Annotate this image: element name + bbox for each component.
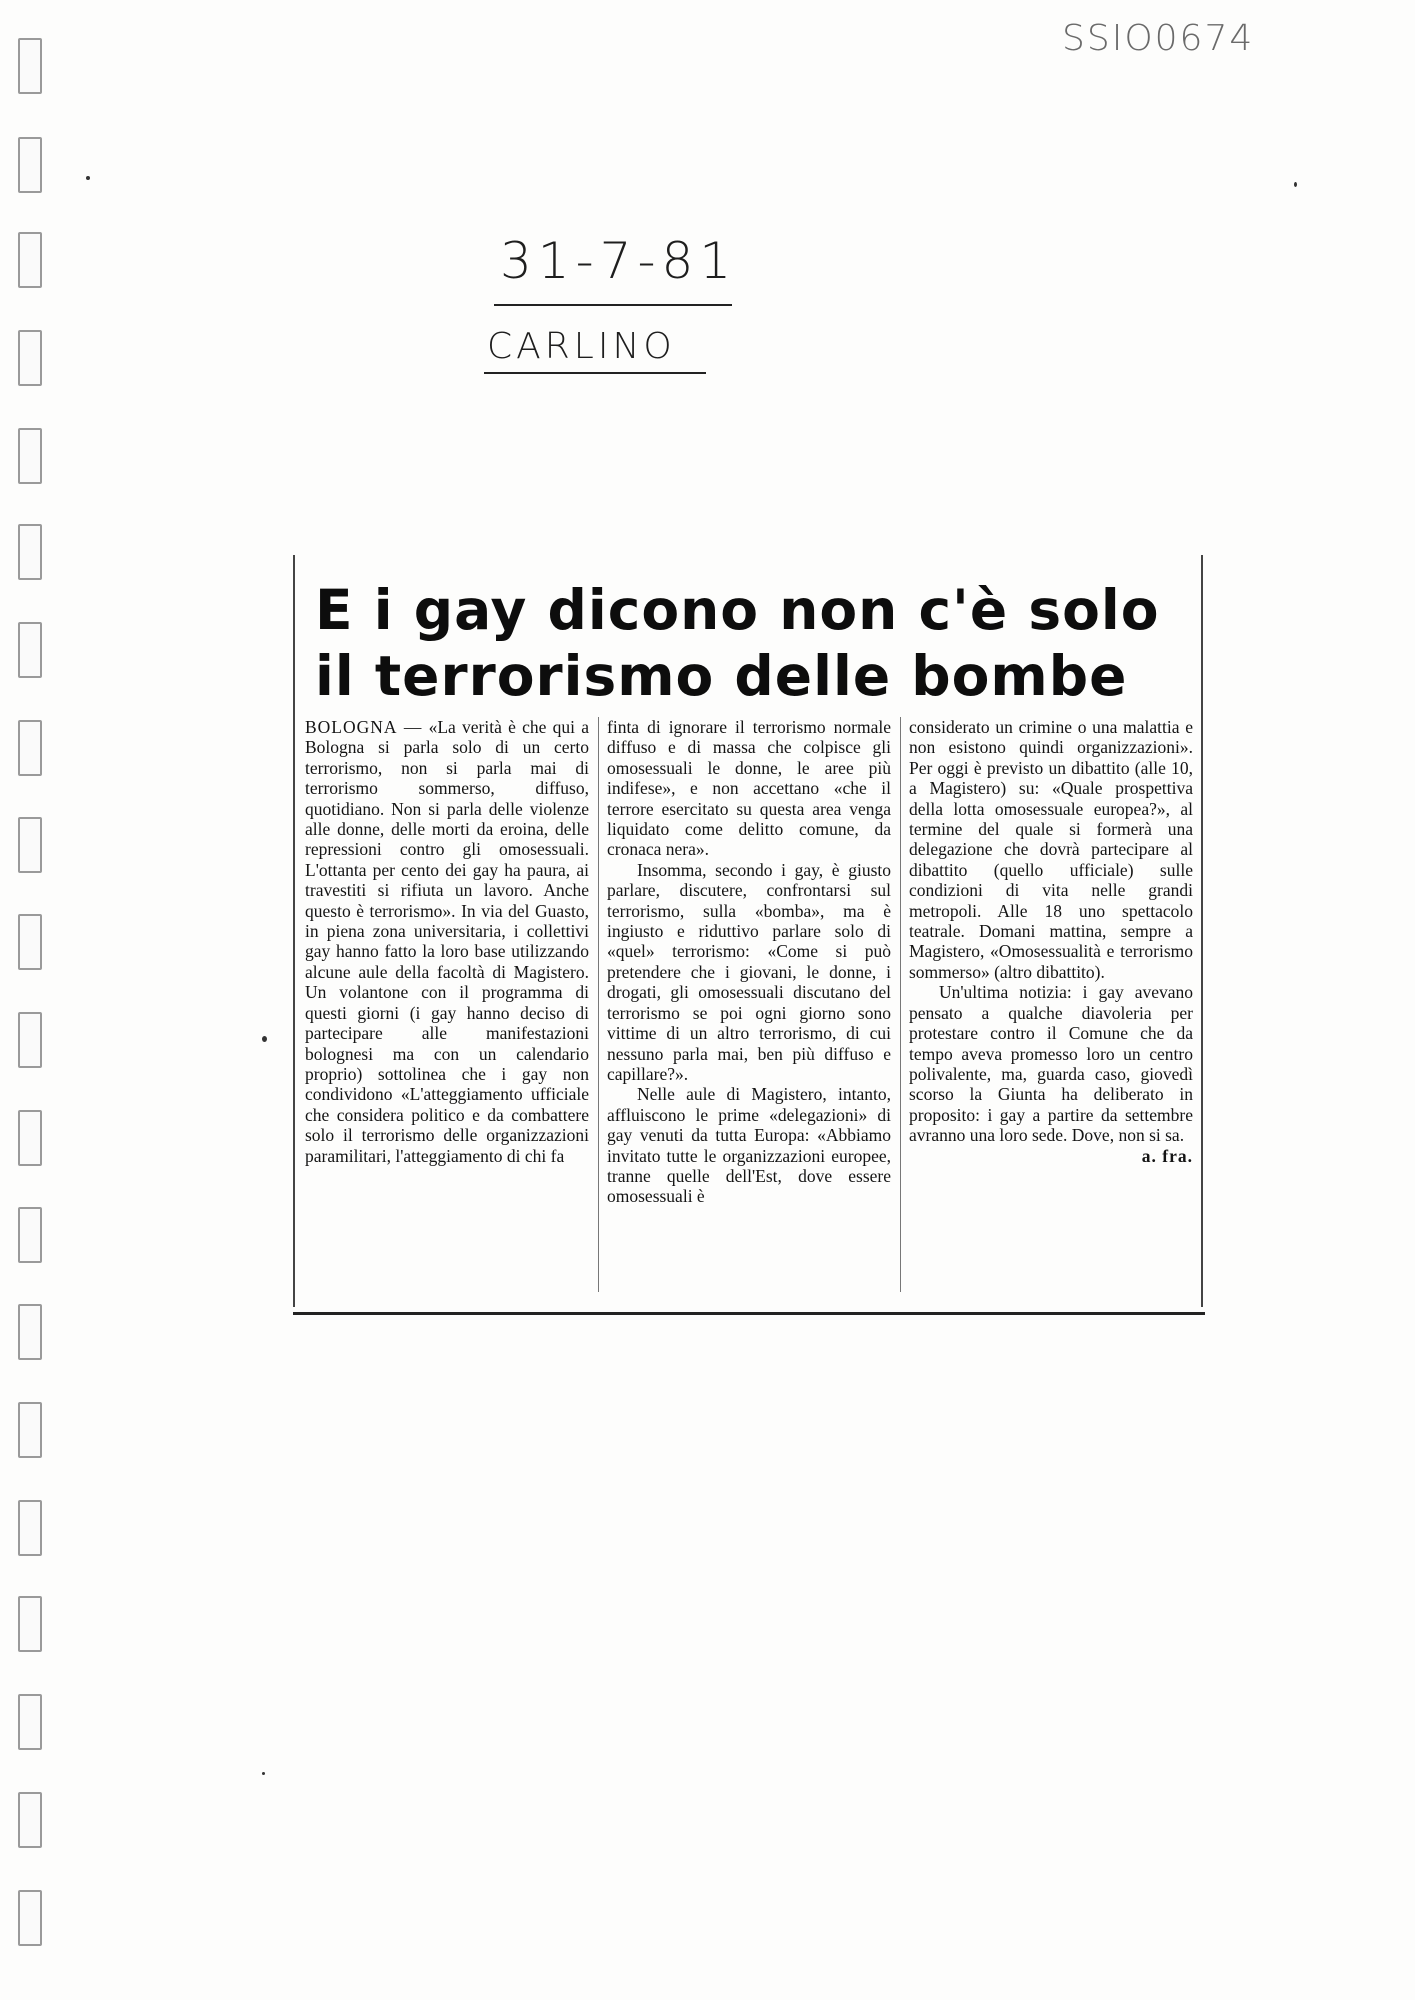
binder-hole (18, 428, 42, 484)
author-signature: a. fra. (1141, 1145, 1193, 1166)
clipping-edge (1201, 555, 1203, 1307)
binder-hole (18, 1110, 42, 1166)
binder-hole (18, 1012, 42, 1068)
newspaper-clipping (293, 555, 1203, 1315)
handwritten-underline (494, 304, 732, 306)
binder-hole (18, 817, 42, 873)
article-dateline: BOLOGNA — (305, 717, 423, 737)
article-paragraph-text: «La verità è che qui a Bologna si parla solo di un certo terrorismo, non si parla mai di terrorismo sommerso, diffuso, quotidiano. Non si parla delle violenze alle donne, delle morti da eroina, delle repressioni contro gli omosessuali. L'ottanta per cento dei gay ha paura, ai travestiti si rifiuta un lavoro. Anche questo è terrorismo». In via del Guasto, in piena zona universitaria, i collettivi gay hanno fatto la loro base utilizzando alcune aule della facoltà di Magistero. Un volantone con il programma di questi giorni (i gay hanno deciso di partecipare alle manifestazioni bolognesi ma con un calendario proprio) sottolinea che i gay non condividono «L'atteggiamento ufficiale che considera politico e da combattere solo il terrorismo delle organizzazioni paramilitari, l'atteggiamento di chi fa (305, 717, 589, 1166)
article-paragraph (305, 717, 589, 1166)
binder-hole (18, 1304, 42, 1360)
handwritten-date: 31-7-81 (500, 232, 738, 290)
article-paragraph-text: Un'ultima notizia: i gay avevano pensato a qualche diavoleria per protestare contro il Comune che da tempo aveva promesso loro un centro polivalente, ma, guarda caso, giovedì scorso la Giunta ha deliberato in proposito: i gay a partire da settembre avranno una loro sede. Dove, non si sa. (909, 982, 1193, 1146)
binder-hole (18, 1402, 42, 1458)
binder-holes (18, 0, 48, 2000)
clipping-edge (293, 1312, 1205, 1315)
binder-hole (18, 524, 42, 580)
binder-hole (18, 137, 42, 193)
article-paragraph: Insomma, secondo i gay, è giusto parlare, discutere, confrontarsi sul terrorismo, sulla «bomba», ma è ingiusto e riduttivo parlare solo di «quel» terrorismo: «Come si può pretendere che i giovani, le donne, i drogati, gli omosessuali discutano del terrorismo se poi ogni giorno sono vittime di un altro terrorismo, di cui nessuno parla mai, ben più diffuso e capillare?». (607, 859, 891, 1084)
article-body (305, 717, 1193, 1302)
article-paragraph: considerato un crimine o una malattia e non esistono quindi organizzazioni». Per oggi è previsto un dibattito (alle 10, a Magistero) su: «Quale prospettiva della lotta omosessuale europea?», al termine del quale si formerà una delegazione che dovrà partecipare al dibattito (quello ufficiale) sulle condizioni di vita nelle grandi metropoli. Alle 18 uno spettacolo teatrale. Domani mattina, sempre a Magistero, «Omosessualità e terrorismo sommerso» (altro dibattito). (909, 717, 1193, 982)
binder-hole (18, 1792, 42, 1848)
binder-hole (18, 1694, 42, 1750)
scan-speck (262, 1036, 267, 1042)
scan-speck (1294, 182, 1297, 187)
article-column-3 (909, 717, 1193, 1166)
handwritten-underline (484, 372, 706, 374)
article-headline: E i gay dicono non c'è solo il terrorismo delle bombe (315, 578, 1160, 708)
binder-hole (18, 1596, 42, 1652)
article-paragraph: finta di ignorare il terrorismo normale diffuso e di massa che colpisce gli omosessuali le donne, le aree più indifese», e non accettano «che il terrore esercitato su questa area venga liquidato come delitto comune, da cronaca nera». (607, 717, 891, 860)
binder-hole (18, 1500, 42, 1556)
column-rule (598, 717, 599, 1292)
binder-hole (18, 38, 42, 94)
clipping-edge (293, 555, 295, 1307)
scan-speck (86, 176, 90, 180)
scan-speck (262, 1772, 265, 1775)
archive-id-stamp: SSIO0674 (1062, 18, 1255, 59)
article-paragraph (909, 982, 1193, 1166)
binder-hole (18, 622, 42, 678)
article-column-1 (305, 717, 589, 1166)
article-column-2 (607, 717, 891, 1207)
binder-hole (18, 914, 42, 970)
binder-hole (18, 330, 42, 386)
article-paragraph: Nelle aule di Magistero, intanto, affluiscono le prime «delegazioni» di gay venuti da tutta Europa: «Abbiamo invitato tutte le organizzazioni europee, tranne quelle dell'Est, dove essere omosessuali è (607, 1084, 891, 1207)
binder-hole (18, 1890, 42, 1946)
handwritten-source: CARLINO (487, 326, 676, 367)
binder-hole (18, 232, 42, 288)
binder-hole (18, 720, 42, 776)
binder-hole (18, 1207, 42, 1263)
column-rule (900, 717, 901, 1292)
